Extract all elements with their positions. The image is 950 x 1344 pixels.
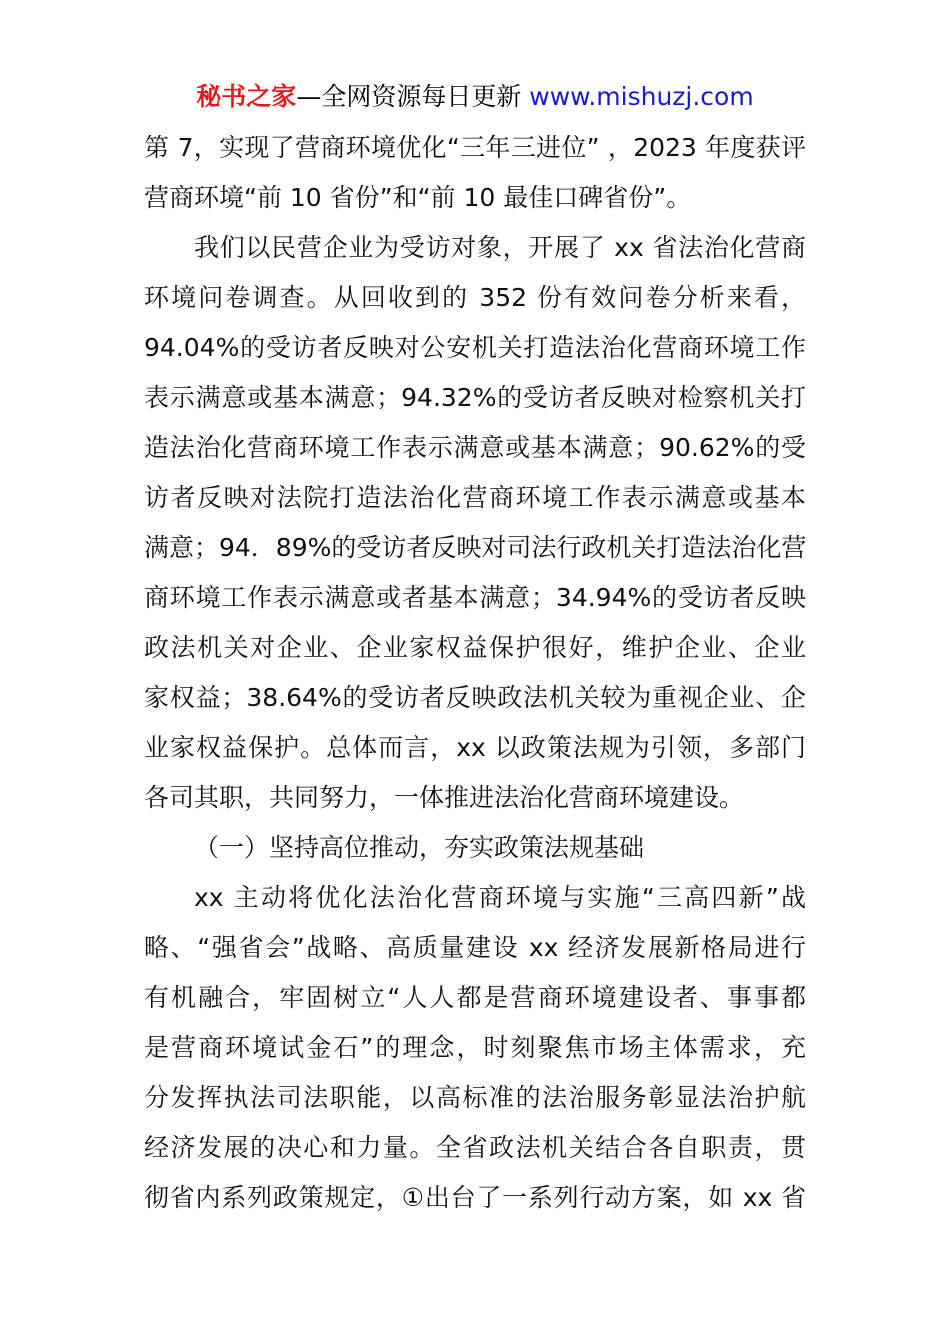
paragraph-line: 满意；94．89%的受访者反映对司法行政机关打造法治化营 <box>144 533 806 562</box>
brand-name: 秘书之家 <box>196 82 297 111</box>
paragraph-line: 彻省内系列政策规定，①出台了一系列行动方案，如 xx 省 <box>144 1183 806 1212</box>
paragraph-line: 家权益；38.64%的受访者反映政法机关较为重视企业、企 <box>144 683 806 712</box>
paragraph-line: 我们以民营企业为受访对象，开展了 xx 省法治化营商 <box>194 233 806 262</box>
paragraph-line: 是营商环境试金石”的理念，时刻聚焦市场主体需求，充 <box>144 1033 806 1062</box>
paragraph-line: 略、“强省会”战略、高质量建设 xx 经济发展新格局进行 <box>144 933 806 962</box>
paragraph-line: 商环境工作表示满意或者基本满意；34.94%的受访者反映 <box>144 583 806 612</box>
paragraph-line: 环境问卷调查。从回收到的 352 份有效问卷分析来看， <box>144 283 806 312</box>
paragraph-line: 业家权益保护。总体而言，xx 以政策法规为引领，多部门 <box>144 733 806 762</box>
paragraph-line: 造法治化营商环境工作表示满意或基本满意；90.62%的受 <box>144 433 806 462</box>
paragraph-line: 有机融合，牢固树立“人人都是营商环境建设者、事事都 <box>144 983 806 1012</box>
site-url-link[interactable]: www.mishuzj.com <box>529 82 754 111</box>
paragraph-line: 表示满意或基本满意；94.32%的受访者反映对检察机关打 <box>144 383 806 412</box>
paragraph-line: xx 主动将优化法治化营商环境与实施“三高四新”战 <box>194 883 806 912</box>
page-header <box>0 80 950 114</box>
paragraph-line: 政法机关对企业、企业家权益保护很好，维护企业、企业 <box>144 633 806 662</box>
paragraph-line: 经济发展的决心和力量。全省政法机关结合各自职责，贯 <box>144 1133 806 1162</box>
section-heading: （一）坚持高位推动，夯实政策法规基础 <box>194 833 645 862</box>
paragraph-line: 分发挥执法司法职能，以高标准的法治服务彰显法治护航 <box>144 1083 806 1112</box>
header-tagline: —全网资源每日更新 <box>296 82 522 111</box>
paragraph-line: 营商环境“前 10 省份”和“前 10 最佳口碑省份”。 <box>144 183 692 212</box>
paragraph-line: 访者反映对法院打造法治化营商环境工作表示满意或基本 <box>144 483 806 512</box>
paragraph-line: 各司其职，共同努力，一体推进法治化营商环境建设。 <box>144 783 745 812</box>
paragraph-line: 94.04%的受访者反映对公安机关打造法治化营商环境工作 <box>144 333 806 362</box>
paragraph-line: 第 7，实现了营商环境优化“三年三进位” ，2023 年度获评 <box>144 133 806 162</box>
